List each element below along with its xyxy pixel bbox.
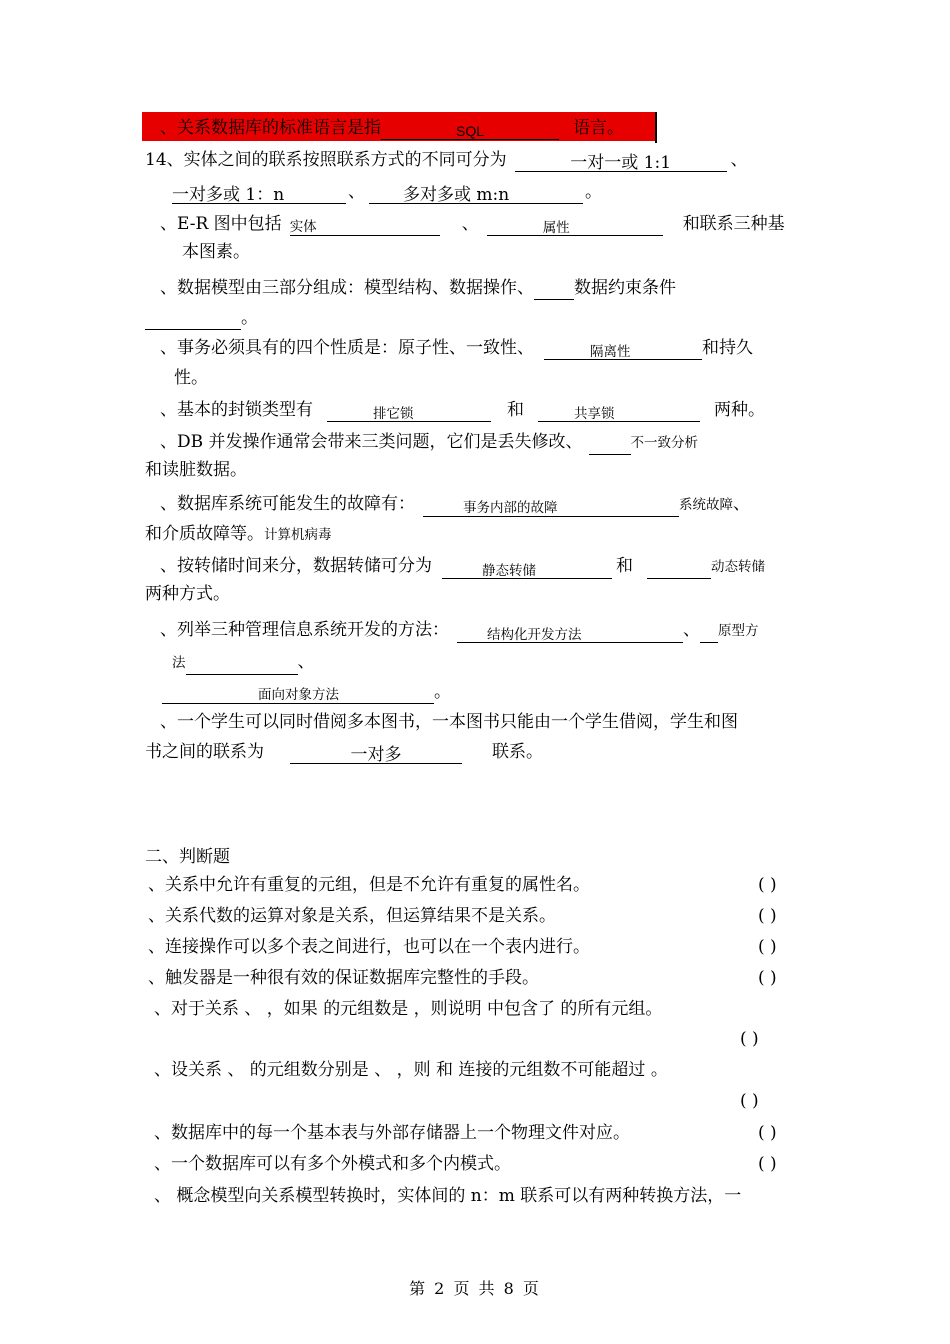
q14-answer-3: 多对多或 m:n: [397, 183, 583, 204]
q19-answer: 不一致分析: [630, 435, 699, 451]
question-22: [160, 618, 759, 643]
q14-answer-2: 一对多或 1：n: [172, 183, 346, 204]
judge-item-4: 、触发器是一种很有效的保证数据库完整性的手段。: [148, 968, 539, 988]
judge-item-6: 、设关系 、 的元组数分别是 、 ，则 和 连接的元组数不可能超过 。: [154, 1060, 668, 1080]
q18-answer-2: 共享锁: [538, 402, 700, 422]
page-footer: 第 2 页 共 8 页: [409, 1279, 541, 1298]
q22-answer-2: 原型方: [718, 623, 759, 639]
q15-suffix: 和联系三种基: [682, 214, 785, 234]
q16-text: 、数据模型由三部分组成：模型结构、数据操作、: [160, 278, 534, 298]
question-17: [160, 336, 753, 360]
judge-item-7: 、数据库中的每一个基本表与外部存储器上一个物理文件对应。: [154, 1123, 630, 1143]
q18-text: 、基本的封锁类型有: [160, 400, 313, 420]
question-18: [160, 398, 765, 422]
question-21: [160, 554, 765, 579]
judge-item-8: 、一个数据库可以有多个外模式和多个内模式。: [154, 1154, 511, 1174]
q14-end: 。: [585, 182, 602, 202]
q13-prefix: 、关系数据库的标准语言是指: [160, 118, 381, 138]
question-22-line3: [162, 680, 451, 704]
q23-text: 书之间的联系为: [145, 742, 264, 762]
cursor-edge: [655, 112, 657, 143]
q16-end: 。: [241, 308, 258, 328]
judge-item-1: 、关系中允许有重复的元组，但是不允许有重复的属性名。: [148, 875, 590, 895]
judge-answer-2[interactable]: ( ): [758, 906, 777, 926]
q22-answer-2b: 法: [172, 655, 186, 671]
q18-suffix: 两种。: [714, 400, 765, 420]
q14-text: 14、实体之间的联系按照联系方式的不同可分为: [145, 150, 507, 170]
question-14-line2: [172, 180, 602, 204]
question-21-line2: 两种方式。: [145, 584, 230, 604]
q21-and: 和: [616, 556, 633, 576]
question-16-line2: [145, 306, 258, 330]
question-14-line1: [145, 148, 748, 172]
q15-sep: 、: [461, 214, 479, 234]
judge-answer-1[interactable]: ( ): [758, 875, 777, 895]
q17-answer: 隔离性: [544, 340, 702, 360]
q14-answer-1: 一对一或 1:1: [515, 151, 727, 172]
judge-item-5: 、对于关系 、 ，如果 的元组数是 ，则说明 中包含了 的所有元组。: [154, 999, 663, 1019]
question-19: [160, 430, 698, 455]
q15-answer-2: 属性: [487, 216, 663, 236]
q23-suffix: 联系。: [492, 742, 543, 762]
question-20-line2: [145, 522, 332, 547]
question-23: 、一个学生可以同时借阅多本图书，一本图书只能由一个学生借阅，学生和图: [160, 712, 738, 732]
q14-sep: 、: [730, 150, 748, 170]
q23-answer: 一对多: [290, 743, 462, 764]
question-23-line2: [145, 740, 543, 764]
q18-answer-1: 排它锁: [327, 402, 491, 422]
q15-answer-1: 实体: [290, 215, 440, 236]
question-13: [160, 116, 624, 140]
judge-item-9: 、 概念模型向关系模型转换时，实体间的 n：m 联系可以有两种转换方法，一: [154, 1186, 742, 1206]
question-20: [160, 492, 750, 517]
judge-answer-4[interactable]: ( ): [758, 968, 777, 988]
question-19-line2: 和读脏数据。: [145, 460, 247, 480]
section-title-judge: 二、判断题: [145, 847, 230, 867]
q22-end: 。: [434, 682, 451, 702]
q22-answer-3: 面向对象方法: [258, 683, 434, 704]
q14-sep2: 、: [348, 182, 365, 202]
q18-and: 和: [507, 400, 524, 420]
q22-sep2: 、: [297, 652, 315, 672]
q22-sep: 、: [683, 620, 700, 640]
judge-answer-5[interactable]: ( ): [740, 1029, 759, 1049]
question-15-line2: 本图素。: [182, 242, 250, 262]
q13-answer: SQL: [381, 119, 559, 140]
q19-text: 、DB 并发操作通常会带来三类问题，它们是丢失修改、: [160, 432, 583, 452]
q20-line2-text: 和介质故障等。: [145, 524, 264, 544]
question-16: [160, 276, 676, 300]
q21-answer-2: 动态转储: [711, 559, 765, 575]
q20-answer-1: 事务内部的故障: [463, 496, 679, 517]
q22-text: 、列举三种管理信息系统开发的方法：: [160, 620, 449, 640]
q13-suffix: 语言。: [573, 118, 624, 138]
q21-answer-1: 静态转储: [442, 559, 612, 579]
q20-answer-2: 系统故障: [679, 497, 733, 513]
judge-answer-7[interactable]: ( ): [758, 1123, 777, 1143]
judge-item-3: 、连接操作可以多个表之间进行，也可以在一个表内进行。: [148, 937, 590, 957]
q17-text: 、事务必须具有的四个性质是：原子性、一致性、: [160, 338, 534, 358]
q20-text: 、数据库系统可能发生的故障有：: [160, 494, 415, 514]
q17-suffix: 和持久: [702, 338, 753, 358]
question-15: [160, 212, 785, 236]
q16-answer: 数据约束条件: [574, 278, 676, 298]
judge-answer-6[interactable]: ( ): [740, 1091, 759, 1111]
q21-text: 、按转储时间来分，数据转储可分为: [160, 556, 432, 576]
q20-tail: 、: [733, 494, 750, 514]
judge-item-2: 、关系代数的运算对象是关系，但运算结果不是关系。: [148, 906, 556, 926]
q22-answer-1: 结构化开发方法: [457, 623, 683, 643]
question-22-line2: [172, 650, 315, 675]
q15-text: 、E-R 图中包括: [160, 214, 282, 234]
q20-answer-3: 计算机病毒: [264, 527, 332, 543]
question-17-line2: 性。: [174, 368, 208, 388]
judge-answer-3[interactable]: ( ): [758, 937, 777, 957]
judge-answer-8[interactable]: ( ): [758, 1154, 777, 1174]
